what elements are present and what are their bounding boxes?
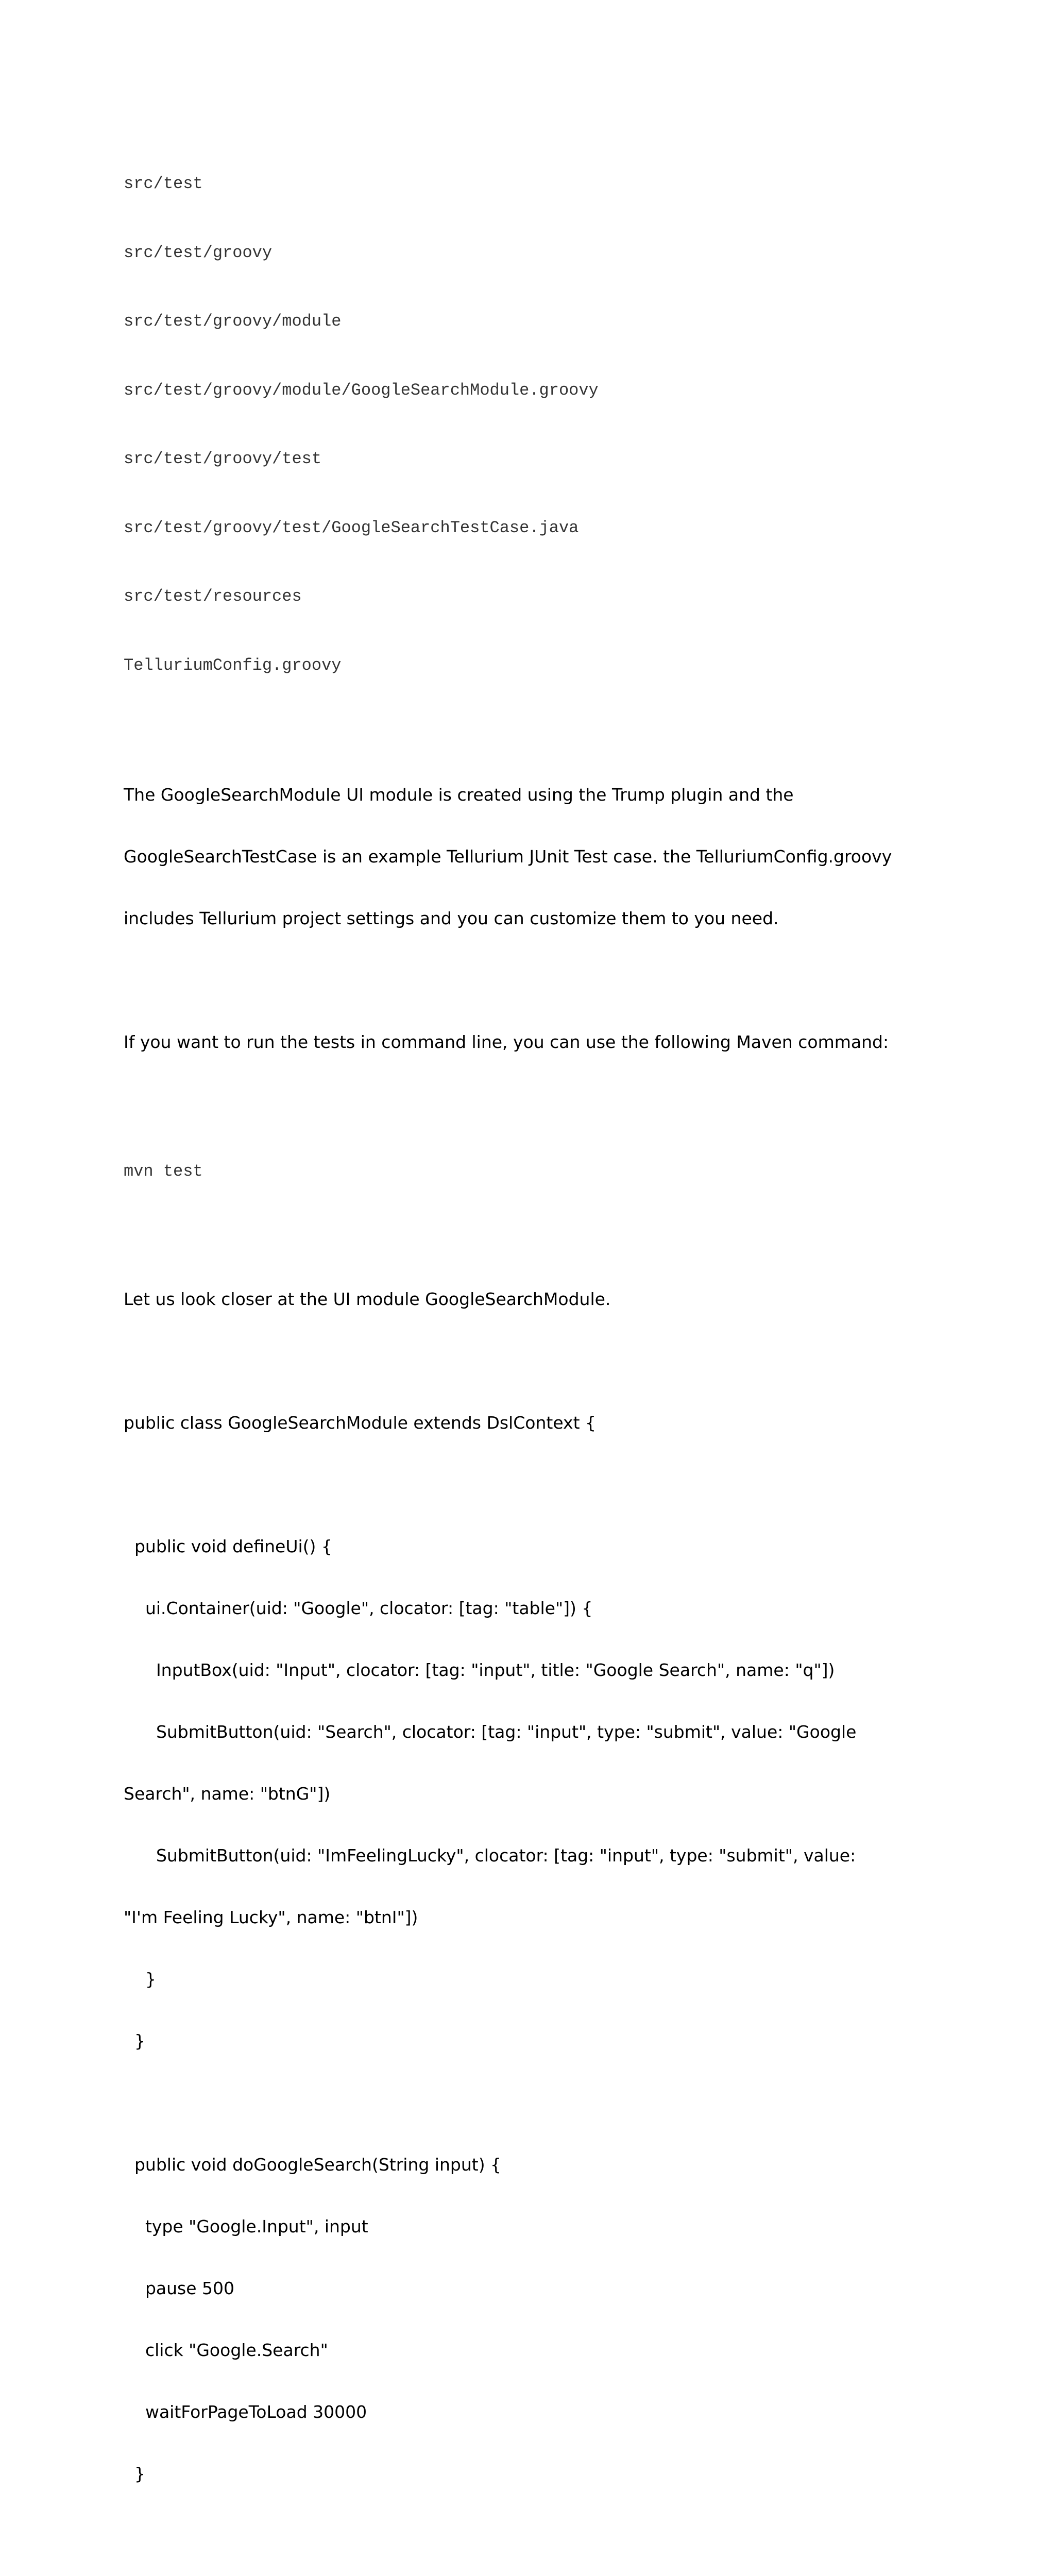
paragraph-line: Let us look closer at the UI module GoogleSearchModule. bbox=[124, 1289, 948, 1310]
file-tree-line: src/test/groovy/test bbox=[124, 448, 948, 471]
intro-paragraph bbox=[124, 743, 948, 970]
paragraph-line: GoogleSearchTestCase is an example Tellurium JUnit Test case. the TelluriumConfig.groovy bbox=[124, 846, 948, 867]
file-tree-line: src/test/groovy/test/GoogleSearchTestCase.java bbox=[124, 517, 948, 540]
code-line bbox=[124, 2526, 948, 2546]
look-paragraph bbox=[124, 1248, 948, 1351]
maven-command bbox=[124, 1114, 948, 1229]
code-line: ui.Container(uid: "Google", clocator: [tag: "table"]) { bbox=[124, 1598, 948, 1619]
code-line bbox=[124, 2093, 948, 2113]
code-line: SubmitButton(uid: "Search", clocator: [tag: "input", type: "submit", value: "Google bbox=[124, 1722, 948, 1742]
run-paragraph bbox=[124, 991, 948, 1094]
code-line: public void doGoogleSearch(String input) { bbox=[124, 2155, 948, 2175]
code-listing bbox=[124, 1371, 948, 2576]
code-line bbox=[124, 1475, 948, 1495]
code-line: InputBox(uid: "Input", clocator: [tag: "input", title: "Google Search", name: "q"]) bbox=[124, 1660, 948, 1681]
file-tree-line: TelluriumConfig.groovy bbox=[124, 654, 948, 677]
code-line: type "Google.Input", input bbox=[124, 2216, 948, 2237]
command-line: mvn test bbox=[124, 1160, 948, 1183]
file-tree-line: src/test/groovy bbox=[124, 242, 948, 265]
code-line: waitForPageToLoad 30000 bbox=[124, 2402, 948, 2422]
code-line: "I'm Feeling Lucky", name: "btnI"]) bbox=[124, 1907, 948, 1928]
code-line: SubmitButton(uid: "ImFeelingLucky", clocator: [tag: "input", type: "submit", value: bbox=[124, 1845, 948, 1866]
file-tree-line: src/test/groovy/module/GoogleSearchModule.groovy bbox=[124, 379, 948, 402]
code-line: } bbox=[124, 2031, 948, 2052]
code-line: } bbox=[124, 2464, 948, 2484]
code-line: pause 500 bbox=[124, 2278, 948, 2299]
file-tree-line: src/test bbox=[124, 173, 948, 196]
code-line: } bbox=[124, 1969, 948, 1990]
file-tree bbox=[124, 127, 948, 723]
code-line: public class GoogleSearchModule extends DslContext { bbox=[124, 1413, 948, 1433]
page-content bbox=[124, 127, 948, 2576]
file-tree-line: src/test/resources bbox=[124, 585, 948, 608]
code-line: public void defineUi() { bbox=[124, 1536, 948, 1557]
paragraph-line: If you want to run the tests in command line, you can use the following Maven command: bbox=[124, 1032, 948, 1053]
code-line: Search", name: "btnG"]) bbox=[124, 1784, 948, 1804]
code-line: click "Google.Search" bbox=[124, 2340, 948, 2361]
paragraph-line: includes Tellurium project settings and you can customize them to you need. bbox=[124, 908, 948, 929]
paragraph-line: The GoogleSearchModule UI module is created using the Trump plugin and the bbox=[124, 785, 948, 805]
file-tree-line: src/test/groovy/module bbox=[124, 310, 948, 333]
